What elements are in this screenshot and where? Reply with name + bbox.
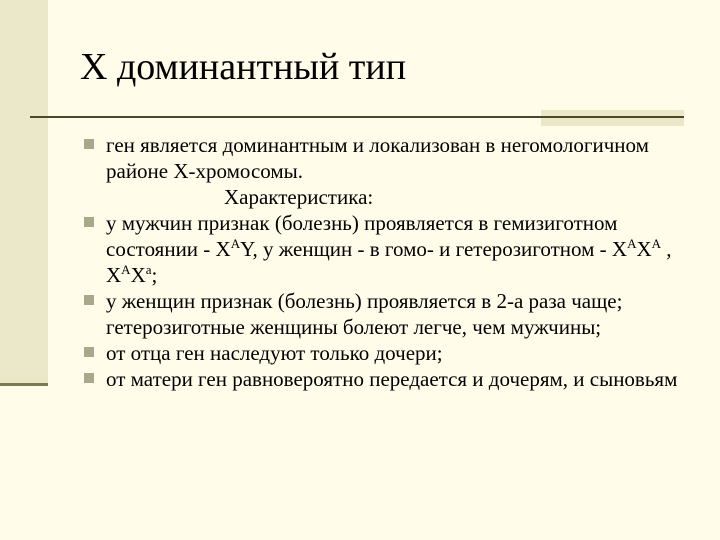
left-decor-rule	[0, 383, 48, 386]
formula-superscript: A	[651, 236, 662, 251]
formula-text: у мужчин признак (болезнь) проявляется в гемизиготном состоянии - X	[106, 211, 618, 261]
bullet-square-icon	[84, 217, 94, 227]
formula-text: X	[130, 263, 146, 287]
formula-superscript: A	[627, 236, 637, 251]
list-item	[84, 132, 694, 210]
formula-text: , X	[106, 237, 672, 287]
formula-superscript: A	[121, 262, 131, 277]
title-underline	[30, 116, 684, 118]
slide-title: X доминантный тип	[80, 46, 407, 88]
list-item	[84, 366, 694, 392]
bullet-square-icon	[84, 139, 94, 149]
bullet-list	[84, 132, 694, 392]
formula-text: X	[636, 237, 652, 261]
bullet-square-icon	[84, 295, 94, 305]
title-accent-block	[541, 110, 684, 126]
list-item	[84, 288, 694, 340]
item-text: ген является доминантным и локализован в негомологичном районе Х-хромосомы.	[106, 133, 649, 183]
formula-text: ;	[151, 263, 158, 287]
list-item	[84, 210, 694, 288]
left-decor-band	[0, 0, 48, 383]
item-text: от отца ген наследуют только дочери;	[106, 341, 443, 365]
bullet-square-icon	[84, 373, 94, 383]
bullet-square-icon	[84, 347, 94, 357]
item-text	[106, 210, 694, 288]
formula-text: Y, у женщин - в гомо- и гетерозиготном - X	[240, 237, 628, 261]
formula-superscript: a	[145, 262, 152, 277]
item-text: у женщин признак (болезнь) проявляется в 2-а раза чаще; гетерозиготные женщины болеют легче, чем мужчины;	[106, 289, 623, 339]
item-subline: Характеристика:	[224, 185, 374, 209]
formula-superscript: A	[230, 236, 241, 251]
item-text: от матери ген равновероятно передается и дочерям, и сыновьям	[106, 367, 678, 391]
list-item	[84, 340, 694, 366]
